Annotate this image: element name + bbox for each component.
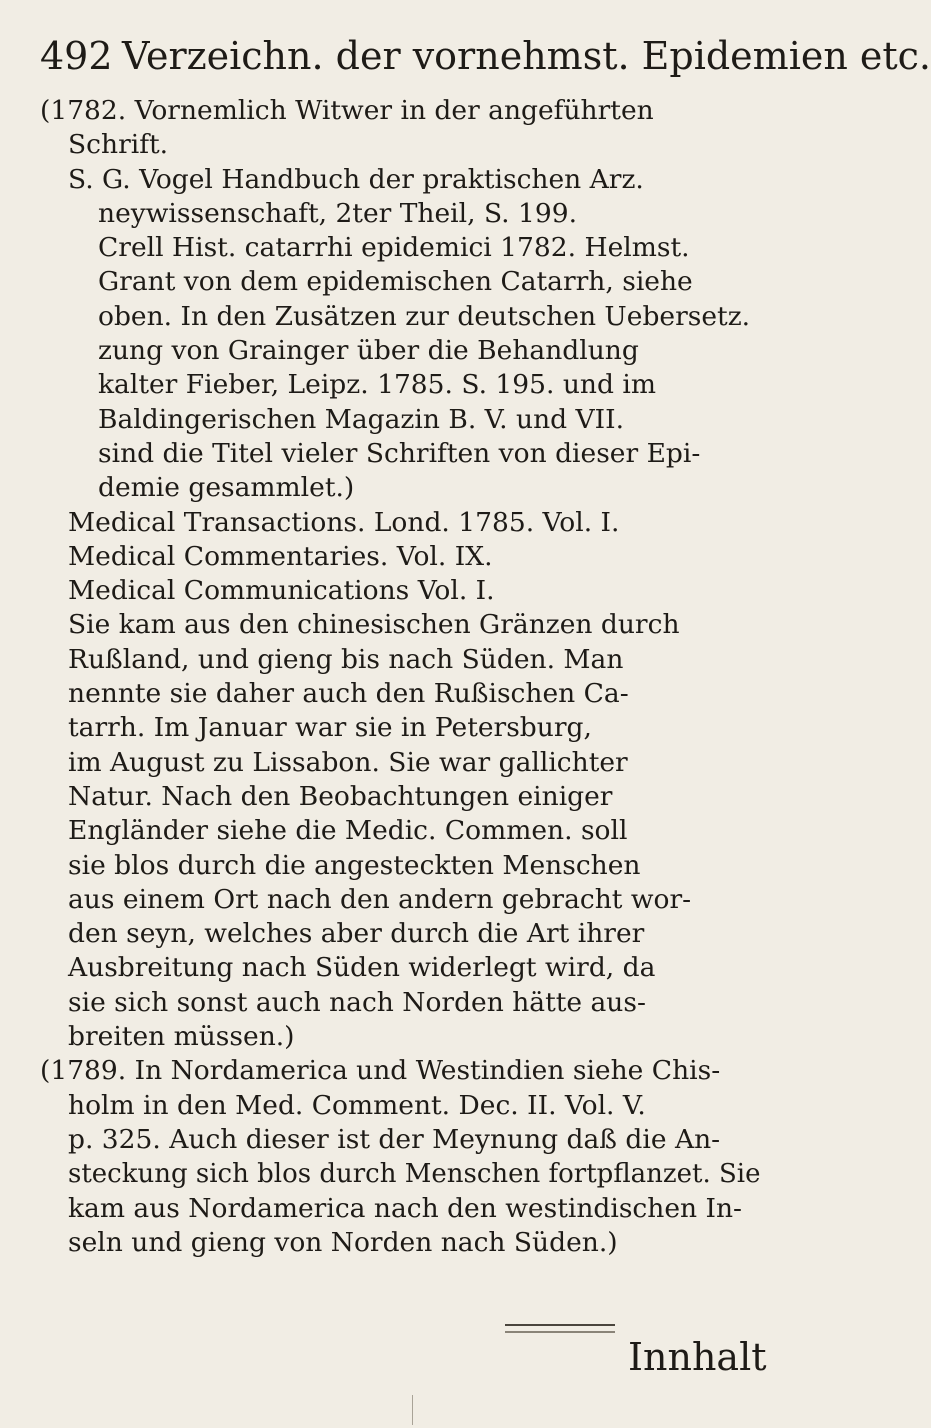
text-line: sie sich sonst auch nach Norden hätte aus-	[68, 986, 646, 1018]
text-line: im August zu Lissabon. Sie war gallichter	[68, 746, 628, 778]
text-line: Schrift.	[68, 129, 169, 161]
text-line: oben. In den Zusätzen zur deutschen Uebersetz.	[98, 300, 751, 332]
text-line: neywissenschaft, 2ter Theil, S. 199.	[98, 197, 578, 229]
body-text	[40, 94, 765, 1260]
text-line: Engländer siehe die Medic. Commen. soll	[68, 815, 628, 847]
text-line: tarrh. Im Januar war sie in Petersburg,	[68, 712, 592, 744]
text-line: sie blos durch die angesteckten Menschen	[68, 849, 641, 881]
text-line: kam aus Nordamerica nach den westindischen In-	[68, 1192, 742, 1224]
ornamental-rule	[505, 1324, 615, 1333]
text-line: p. 325. Auch dieser ist der Meynung daß die An-	[68, 1123, 721, 1155]
running-header	[40, 28, 931, 84]
text-line: Natur. Nach den Beobachtungen einiger	[68, 780, 613, 812]
text-line: seln und gieng von Norden nach Süden.)	[68, 1226, 618, 1258]
text-line: sind die Titel vieler Schriften von dieser Epi-	[98, 437, 701, 469]
text-line: Crell Hist. catarrhi epidemici 1782. Helmst.	[98, 232, 690, 264]
text-line: Baldingerischen Magazin B. V. und VII.	[98, 403, 625, 435]
text-line: zung von Grainger über die Behandlung	[98, 335, 639, 367]
text-line: breiten müssen.)	[68, 1021, 295, 1053]
text-line: den seyn, welches aber durch die Art ihrer	[68, 918, 645, 950]
text-line: demie gesammlet.)	[98, 472, 355, 504]
running-title: Verzeichn. der vornehmst. Epidemien etc.	[122, 34, 931, 78]
text-line: kalter Fieber, Leipz. 1785. S. 195. und im	[98, 369, 656, 401]
text-line: Medical Transactions. Lond. 1785. Vol. I.	[68, 506, 620, 538]
text-line: aus einem Ort nach den andern gebracht wor-	[68, 883, 692, 915]
text-line: (1789. In Nordamerica und Westindien siehe Chis-	[40, 1055, 721, 1087]
catchword: Innhalt	[628, 1335, 767, 1379]
text-line: Ausbreitung nach Süden widerlegt wird, da	[68, 952, 656, 984]
text-line: Medical Commentaries. Vol. IX.	[68, 540, 493, 572]
text-line: Grant von dem epidemischen Catarrh, siehe	[98, 266, 693, 298]
text-line: Rußland, und gieng bis nach Süden. Man	[68, 643, 624, 675]
text-line: (1782. Vornemlich Witwer in der angeführten	[40, 95, 654, 126]
page-number: 492	[40, 34, 113, 78]
text-line: nennte sie daher auch den Rußischen Ca-	[68, 678, 629, 710]
text-line: Sie kam aus den chinesischen Gränzen durch	[68, 609, 680, 641]
text-line: S. G. Vogel Handbuch der praktischen Arz.	[68, 163, 644, 195]
text-line: holm in den Med. Comment. Dec. II. Vol. V.	[68, 1089, 646, 1121]
text-line: Medical Communications Vol. I.	[68, 575, 495, 607]
text-line: steckung sich blos durch Menschen fortpflanzet. Sie	[68, 1159, 761, 1190]
page-edge-mark	[412, 1395, 413, 1425]
